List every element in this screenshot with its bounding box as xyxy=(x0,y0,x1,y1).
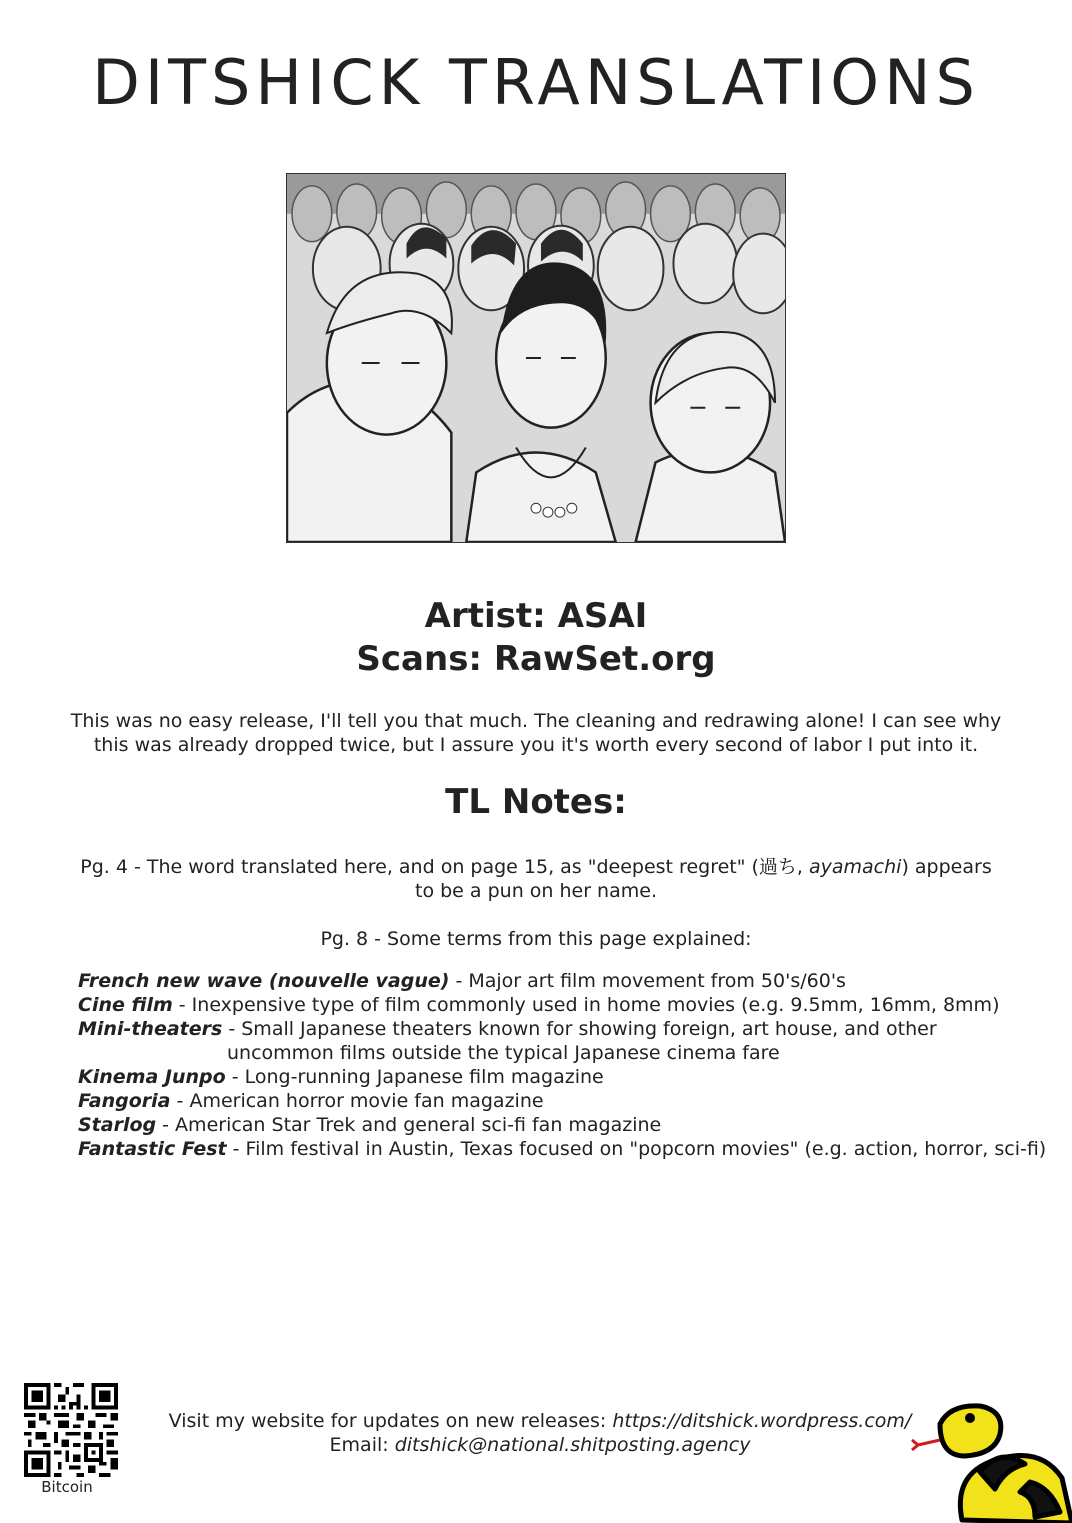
term-item xyxy=(78,993,1018,1017)
term-description: - American Star Trek and general sci-fi fan magazine xyxy=(156,1114,662,1136)
tl-note-page-4-romaji: ayamachi xyxy=(809,856,902,878)
snake-mascot-logo xyxy=(910,1402,1072,1523)
term-name: Starlog xyxy=(78,1114,157,1136)
artist-credit: Artist: ASAI xyxy=(424,596,648,636)
footer-email-label: Email: xyxy=(329,1434,395,1456)
term-description: - American horror movie fan magazine xyxy=(170,1090,544,1112)
term-description: - Major art film movement from 50's/60's xyxy=(449,970,846,992)
term-item xyxy=(78,969,1018,993)
bitcoin-qr-code xyxy=(24,1383,118,1477)
page-title: DITSHICK TRANSLATIONS xyxy=(92,46,980,119)
tl-note-page-4-text: Pg. 4 - The word translated here, and on page 15, as "deepest regret" (過ち, xyxy=(80,856,809,878)
term-description: - Inexpensive type of film commonly used in home movies (e.g. 9.5mm, 16mm, 8mm) xyxy=(172,994,1000,1016)
term-name: Fantastic Fest xyxy=(78,1138,227,1160)
footer-email-line xyxy=(140,1433,940,1457)
tl-notes-heading: TL Notes: xyxy=(445,782,627,822)
term-name: Fangoria xyxy=(78,1090,171,1112)
footer-visit-text: Visit my website for updates on new releases: xyxy=(168,1410,613,1432)
cover-illustration xyxy=(286,173,786,543)
website-link[interactable]: https://ditshick.wordpress.com/ xyxy=(612,1410,912,1432)
term-description: - Long-running Japanese film magazine xyxy=(225,1066,604,1088)
intro-paragraph: This was no easy release, I'll tell you that much. The cleaning and redrawing alone! I can see why this was already dropped twice, but I assure you it's worth every second of labor I put into it. xyxy=(70,710,1002,756)
term-item xyxy=(78,1017,1018,1065)
scans-credit: Scans: RawSet.org xyxy=(356,639,716,679)
term-description-continued: uncommon films outside the typical Japanese cinema fare xyxy=(227,1042,780,1064)
term-item xyxy=(78,1065,1018,1089)
term-name: French new wave (nouvelle vague) xyxy=(78,970,450,992)
term-name: Mini-theaters xyxy=(78,1018,223,1040)
tl-note-page-4-text-end: ) appears to be a pun on her name. xyxy=(415,856,992,902)
qr-label: Bitcoin xyxy=(41,1478,93,1496)
term-description: - Film festival in Austin, Texas focused on "popcorn movies" (e.g. action, horror, sci-fi) xyxy=(226,1138,1047,1160)
term-name: Kinema Junpo xyxy=(78,1066,226,1088)
term-item xyxy=(78,1113,1018,1137)
term-item xyxy=(78,1089,1018,1113)
footer-website-line xyxy=(140,1409,940,1433)
tl-note-page-4 xyxy=(70,855,1002,903)
term-name: Cine film xyxy=(78,994,173,1016)
tl-note-page-8: Pg. 8 - Some terms from this page explained: xyxy=(320,928,752,950)
term-description: - Small Japanese theaters known for showing foreign, art house, and other xyxy=(222,1018,937,1040)
email-link[interactable]: ditshick@national.shitposting.agency xyxy=(394,1434,751,1456)
term-list xyxy=(78,969,1047,1161)
term-item xyxy=(78,1137,1047,1161)
